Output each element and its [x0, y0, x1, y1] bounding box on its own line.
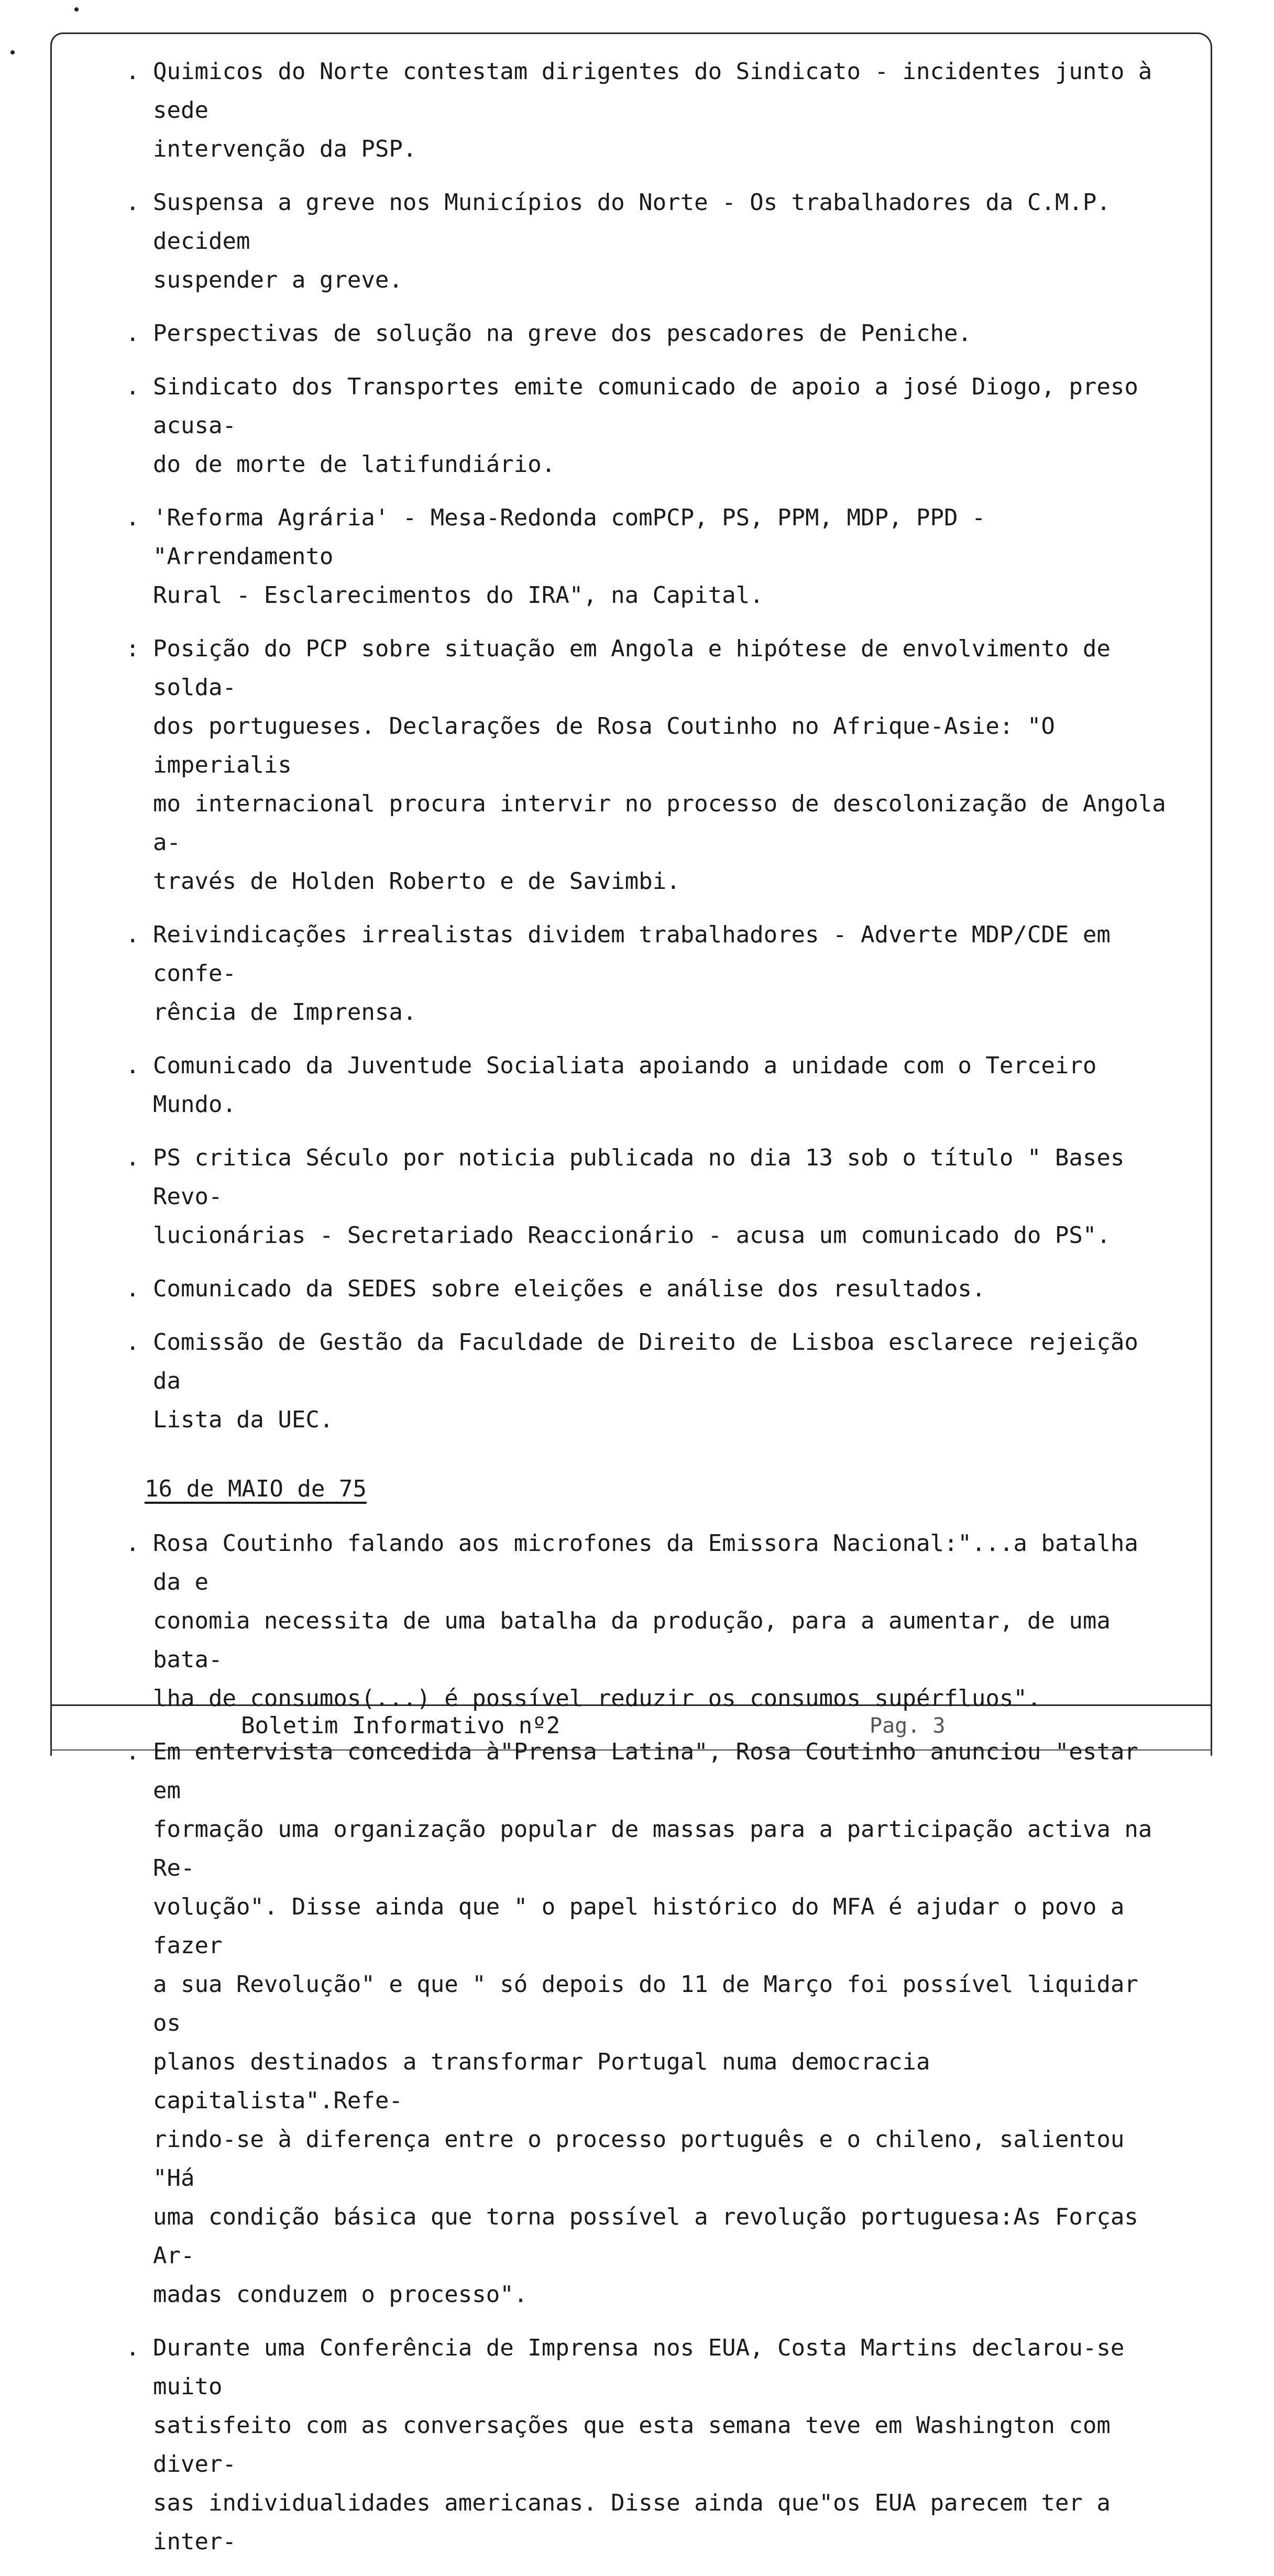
news-item [126, 1323, 1173, 1439]
bullet-mark: . [126, 1329, 140, 1356]
news-item-text: Suspensa a greve nos Municípios do Norte - Os trabalhadores da C.M.P. decidem suspender a greve. [153, 189, 1111, 293]
bullet-mark: . [126, 2335, 140, 2361]
date-heading: 16 de MAIO de 75 [145, 1476, 367, 1502]
news-item-text: Posição do PCP sobre situação em Angola e hipótese de envolvimento de solda- dos portugueses. Declarações de Rosa Coutinho no Afrique-Asie: "O imperialis mo internacional procura intervir no processo de descolonização de Angola a- través de Holden Roberto e de Savimbi. [153, 635, 1166, 895]
news-item-text: Comunicado da SEDES sobre eleições e análise dos resultados. [153, 1275, 986, 1302]
news-item [126, 1047, 1173, 1124]
document-body [126, 52, 1173, 2576]
news-item [126, 183, 1173, 300]
bullet-mark: . [126, 1738, 140, 1765]
news-list-bottom [126, 1524, 1173, 2561]
bullet-mark: . [126, 1275, 140, 1302]
news-item [126, 52, 1173, 169]
bullet-mark: . [126, 373, 140, 400]
bullet-mark: . [126, 320, 140, 347]
bullet-mark: . [126, 504, 140, 531]
bullet-mark: . [126, 1052, 140, 1079]
footer-page-number: Pag. 3 [870, 1714, 946, 1738]
news-item [126, 630, 1173, 901]
news-item-text: PS critica Século por noticia publicada no dia 13 sob o título " Bases Revo- lucionárias - Secretariado Reaccionário - acusa um comunicado do PS". [153, 1144, 1125, 1249]
news-item [126, 1139, 1173, 1255]
news-item [126, 916, 1173, 1032]
bullet-mark: . [126, 58, 140, 85]
scan-speck [10, 50, 15, 54]
news-item [126, 368, 1173, 484]
news-item [126, 1270, 1173, 1308]
news-item [126, 314, 1173, 353]
bullet-mark: . [126, 921, 140, 948]
news-item [126, 2329, 1173, 2561]
news-item-text: Comunicado da Juventude Socialiata apoiando a unidade com o Terceiro Mundo. [153, 1052, 1111, 1118]
news-item-text: Reivindicações irrealistas dividem trabalhadores - Adverte MDP/CDE em confe- rência de Imprensa. [153, 921, 1111, 1026]
bullet-mark: . [126, 189, 140, 216]
news-item [126, 1733, 1173, 2314]
scan-speck [74, 7, 79, 12]
news-list-top [126, 52, 1173, 1439]
news-item-text: Rosa Coutinho falando aos microfones da Emissora Nacional:"...a batalha da e conomia necessita de uma batalha da produção, para a aumentar, de uma bata- lha de consumos(...) é possível reduzir os consumos supérfluos". [153, 1530, 1138, 1712]
news-item-text: Durante uma Conferência de Imprensa nos EUA, Costa Martins declarou-se muito satisfeito com as conversações que esta semana teve em Washington com diver- sas individualidades americanas. Disse ainda que"os EUA parecem ter a inter- [153, 2335, 1125, 2555]
news-item-text: Em entervista concedida à"Prensa Latina", Rosa Coutinho anunciou "estar em formação uma organização popular de massas para a participação activa na Re- volução". Disse ainda que " o papel histórico do MFA é ajudar o povo a fazer a sua Revolução" e que " só depois do 11 de Março foi possível liquidar os planos destinados a transformar Portugal numa democracia capitalista".Refe- rindo-se à diferença entre o processo português e o chileno, salientou "Há uma condição básica que torna possível a revolução portuguesa:As Forças Ar- madas conduzem o processo". [153, 1738, 1152, 2308]
news-item-text: 'Reforma Agrária' - Mesa-Redonda comPCP, PS, PPM, MDP, PPD - "Arrendamento Rural - Esclarecimentos do IRA", na Capital. [153, 504, 986, 609]
news-item-text: Perspectivas de solução na greve dos pescadores de Peniche. [153, 320, 972, 347]
bullet-mark: : [126, 635, 140, 662]
news-item-text: Comissão de Gestão da Faculdade de Direito de Lisboa esclarece rejeição da Lista da UEC. [153, 1329, 1138, 1433]
footer-title: Boletim Informativo nº2 [241, 1712, 561, 1739]
bullet-mark: . [126, 1144, 140, 1171]
news-item [126, 1524, 1173, 1718]
news-item-text: Sindicato dos Transportes emite comunicado de apoio a josé Diogo, preso acusa- do de morte de latifundiário. [153, 373, 1138, 478]
bullet-mark: . [126, 1530, 140, 1557]
news-item [126, 499, 1173, 615]
news-item-text: Quimicos do Norte contestam dirigentes do Sindicato - incidentes junto à sede intervenção da PSP. [153, 58, 1152, 162]
